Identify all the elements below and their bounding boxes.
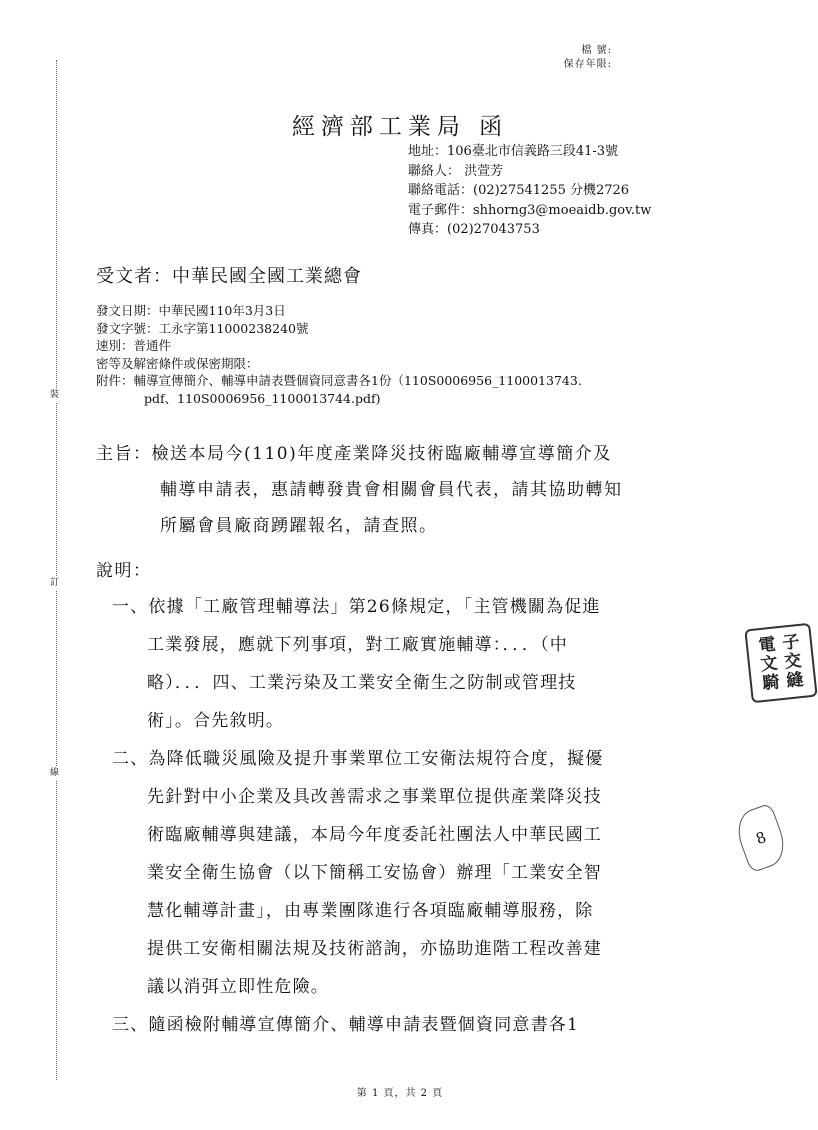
page-number: 第 1 頁，共 2 頁 [356, 1088, 444, 1099]
item-3-line: 三、隨函檢附輔導宣傳簡介、輔導申請表暨個資同意書各1 [112, 1015, 580, 1035]
retention-period-label: 保存年限: [563, 59, 612, 70]
item-2-line: 慧化輔導計畫」，由專業團隊進行各項臨廠輔導服務，除 [147, 901, 594, 921]
electronic-document-stamp [744, 623, 817, 703]
contact-person: 聯絡人： 洪萱芳 [408, 163, 504, 179]
binding-mark-ding: 訂 [50, 578, 60, 588]
item-1-line: 術」。合先敘明。 [147, 711, 285, 731]
seal-number: 8 [753, 827, 769, 849]
attachment-line-1: 附件：輔導宣傳簡介、輔導申請表暨個資同意書各1份（110S0006956_1100013743. [96, 373, 582, 388]
archive-info [564, 44, 612, 72]
explanation-item-1 [112, 588, 601, 740]
item-2-line: 業安全衛生協會（以下簡稱工安協會）辦理「工業安全智 [147, 863, 602, 883]
document-meta [96, 302, 582, 407]
document-number: 發文字號：工永字第11000238240號 [96, 320, 309, 336]
binding-mark-xian: 線 [50, 768, 60, 778]
contact-phone: 聯絡電話：(02)27541255 分機2726 [408, 183, 630, 198]
stamp-char: 交 [783, 650, 803, 673]
subject-line-3: 所屬會員廠商踴躍報名，請查照。 [160, 516, 438, 536]
item-1-line: 略）．．．四、工業污染及工業安全衛生之防制或管理技 [147, 673, 577, 693]
item-2-line: 議以消弭立即性危險。 [147, 977, 329, 997]
contact-block [408, 142, 651, 240]
document-title: 經濟部工業局 函 [291, 114, 509, 140]
recipient: 受文者：中華民國全國工業總會 [96, 266, 362, 287]
delivery-speed: 速別：普通件 [96, 338, 172, 353]
binding-line [56, 60, 57, 1080]
seam-seal-icon [731, 803, 791, 874]
explanation-heading: 說明： [96, 561, 152, 581]
file-number-label: 檔 號: [581, 45, 612, 56]
secrecy-level: 密等及解密條件或保密期限： [96, 355, 259, 371]
stamp-char: 子 [781, 631, 801, 654]
subject-line-2: 輔導申請表，惠請轉發貴會相關會員代表，請其協助轉知 [160, 480, 623, 500]
explanation-item-3 [112, 1006, 579, 1044]
item-2-line: 二、為降低職災風險及提升事業單位工安衛法規符合度，擬優 [112, 749, 604, 769]
subject [96, 436, 623, 544]
contact-fax: 傳真：(02)27043753 [408, 222, 540, 237]
binding-mark-zhuang: 裝 [50, 390, 60, 400]
address: 地址：106臺北市信義路三段41-3號 [408, 144, 619, 159]
item-2-line: 提供工安衛相關法規及技術諮詢，亦協助進階工程改善建 [147, 939, 602, 959]
stamp-char: 騎 [761, 671, 781, 694]
attachment-line-2: pdf、110S0006956_1100013744.pdf) [144, 390, 381, 406]
item-1-line: 一、依據「工廠管理輔導法」第26條規定，「主管機關為促進 [112, 597, 601, 617]
stamp-char: 電 [757, 634, 777, 656]
contact-email: 電子郵件：shhorng3@moeaidb.gov.tw [408, 202, 652, 218]
item-2-line: 先針對中小企業及具改善需求之事業單位提供產業降災技 [147, 787, 602, 807]
explanation-item-2 [112, 740, 603, 1006]
item-1-line: 工業發展，應就下列事項，對工廠實施輔導：．．．（中 [147, 635, 568, 655]
issue-date: 發文日期：中華民國110年3月3日 [96, 303, 286, 318]
item-2-line: 術臨廠輔導與建議，本局今年度委託社團法人中華民國工 [147, 825, 602, 845]
stamp-char: 文 [759, 652, 779, 675]
subject-line-1: 主旨：檢送本局今(110)年度產業降災技術臨廠輔導宣導簡介及 [96, 444, 612, 464]
stamp-char: 縫 [785, 669, 805, 691]
